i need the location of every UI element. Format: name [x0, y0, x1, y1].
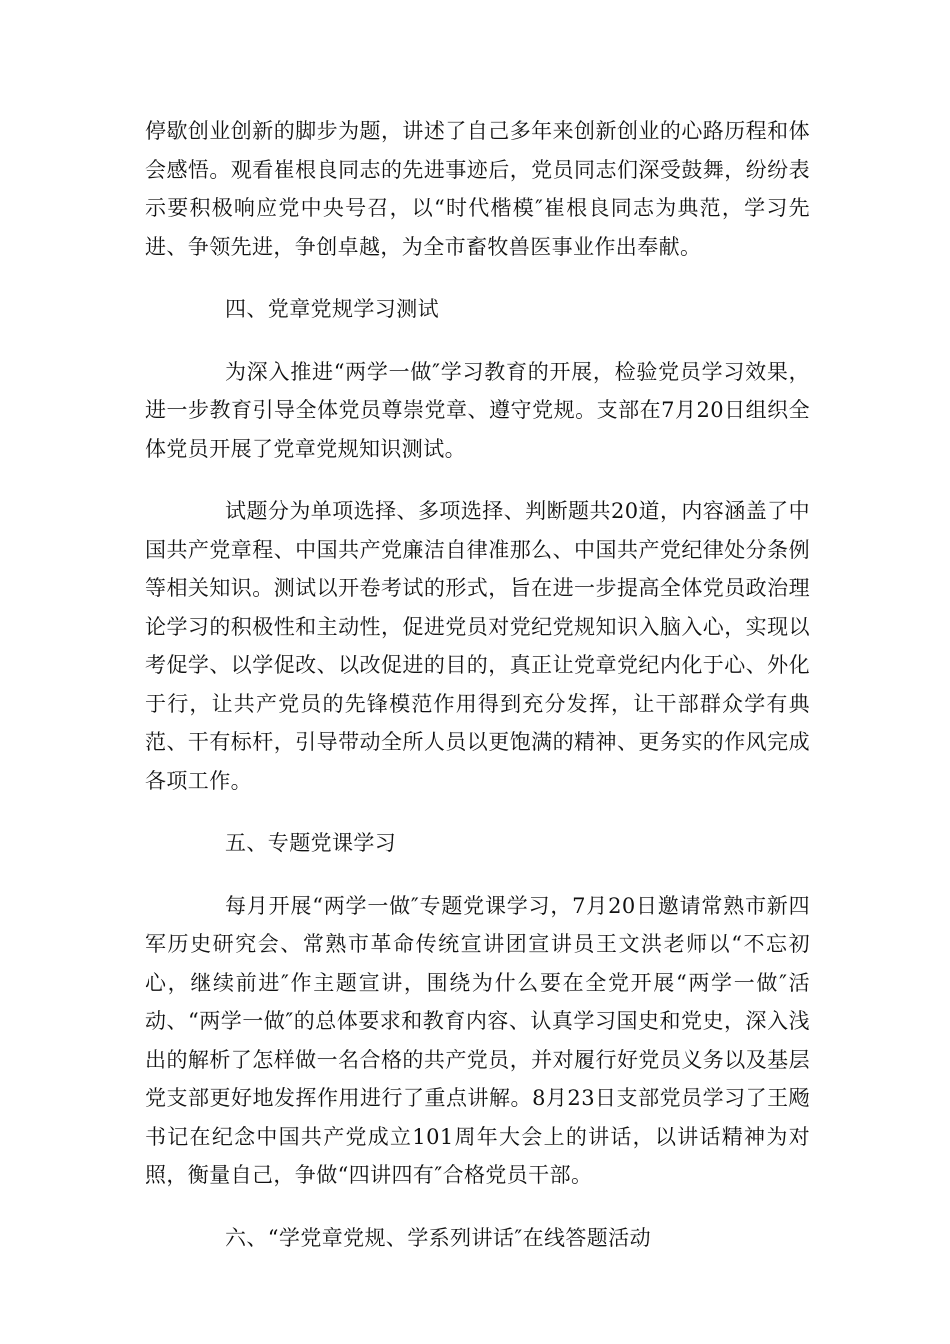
document-body [145, 112, 810, 1281]
paragraph-party-lecture: 每月开展“两学一做″专题党课学习，7月20日邀请常熟市新四军历史研究会、常熟市革命传统宣讲团宣讲员王文洪老师以“不忘初心，继续前进″作主题宣讲，围绕为什么要在全党开展“两学一做″活动、“两学一做″的总体要求和教育内容、认真学习国史和党史，深入浅出的解析了怎样做一名合格的共产党员，并对履行好党员义务以及基层党支部更好地发挥作用进行了重点讲解。8月23日支部党员学习了王飏书记在纪念中国共产党成立101周年大会上的讲话，以讲话精神为对照，衡量自己，争做“四讲四有″合格党员干部。 [145, 893, 810, 1187]
paragraph-intro-continued: 停歇创业创新的脚步为题，讲述了自己多年来创新创业的心路历程和体会感悟。观看崔根良同志的先进事迹后，党员同志们深受鼓舞，纷纷表示要积极响应党中央号召，以“时代楷模″崔根良同志为典范，学习先进、争领先进，争创卓越，为全市畜牧兽医事业作出奉献。 [145, 119, 810, 259]
section-heading-six: 六、“学党章党规、学系列讲话″在线答题活动 [225, 1225, 651, 1250]
paragraph-test-content: 试题分为单项选择、多项选择、判断题共20道，内容涵盖了中国共产党章程、中国共产党廉洁自律准那么、中国共产党纪律处分条例等相关知识。测试以开卷考试的形式，旨在进一步提高全体党员政治理论学习的积极性和主动性，促进党员对党纪党规知识入脑入心，实现以考促学、以学促改、以改促进的目的，真正让党章党纪内化于心、外化于行，让共产党员的先锋模范作用得到充分发挥，让干部群众学有典范、干有标杆，引导带动全所人员以更饱满的精神、更务实的作风完成各项工作。 [145, 499, 810, 793]
paragraph-test-purpose: 为深入推进“两学一做″学习教育的开展，检验党员学习效果，进一步教育引导全体党员尊崇党章、遵守党规。支部在7月20日组织全体党员开展了党章党规知识测试。 [145, 359, 810, 461]
section-heading-five: 五、专题党课学习 [225, 831, 397, 855]
section-heading-four: 四、党章党规学习测试 [225, 297, 439, 321]
